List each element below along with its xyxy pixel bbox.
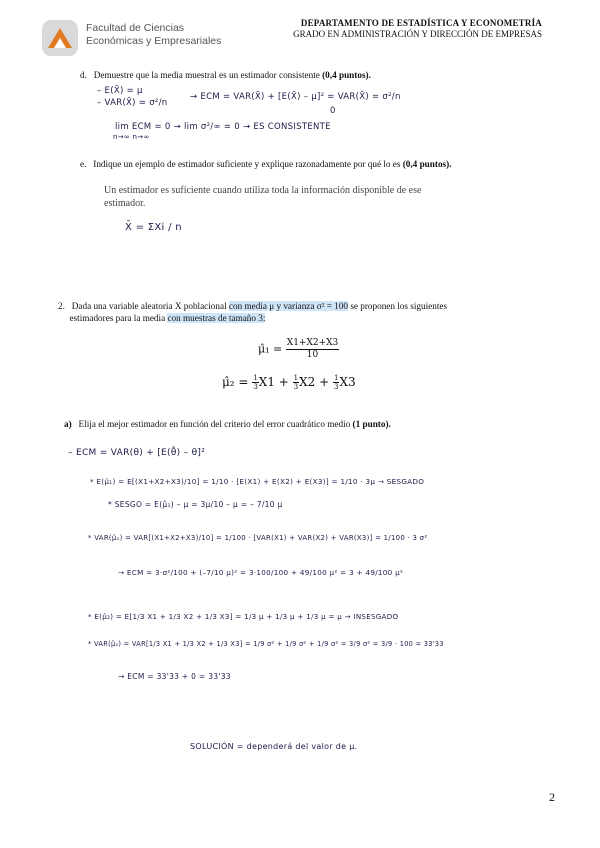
faculty-name xyxy=(86,22,221,48)
question-e-points: (0,4 puntos). xyxy=(402,159,452,169)
coef-num: 1 xyxy=(334,374,339,382)
handwriting-a-line4: * VAR(μ̂₁) = VAR[(X1+X2+X3)/10] = 1/100 · [VAR(X1) + VAR(X2) + VAR(X3)] = 1/100 · 3 σ² xyxy=(88,534,428,542)
answer-e-line1: Un estimador es suficiente cuando utiliza toda la información disponible de ese xyxy=(104,185,422,196)
estimator-1-lhs: μ̂₁ = xyxy=(258,342,283,356)
handwriting-a-line8: → ECM = 33'33 + 0 = 33'33 xyxy=(118,672,231,681)
estimator-2-term-2: X2 + xyxy=(299,375,330,389)
coef-num: 1 xyxy=(253,374,258,382)
question-2-number: 2. xyxy=(58,301,65,311)
question-2-text-1: Dada una variable aleatoria X poblacional xyxy=(71,301,227,311)
estimator-1-fraction xyxy=(286,338,339,361)
coef-den: 3 xyxy=(293,383,299,391)
estimator-2-term-3: X3 xyxy=(339,375,356,389)
question-2-highlight-2: con muestras de tamaño 3: xyxy=(167,313,266,323)
department-title: DEPARTAMENTO DE ESTADÍSTICA Y ECONOMETRÍA xyxy=(300,18,542,28)
question-e-text: Indique un ejemplo de estimador suficiente y explique razonadamente por qué lo es xyxy=(93,159,401,169)
question-a-text: Elija el mejor estimador en función del criterio del error cuadrático medio xyxy=(78,419,351,429)
question-d-text: Demuestre que la media muestral es un estimador consistente xyxy=(93,70,320,80)
handwriting-a-line7: * VAR(μ̂₂) = VAR[1/3 X1 + 1/3 X2 + 1/3 X3] = 1/9 σ² + 1/9 σ² + 1/9 σ² = 3/9 σ² = 3/9 · 100 = 33'33 xyxy=(88,640,444,648)
estimator-1 xyxy=(258,338,339,361)
handwriting-a-solution: SOLUCIÓN = dependerá del valor de μ. xyxy=(190,742,358,751)
handwriting-d-line2b: → ECM = VAR(X̄) + [E(X̄) – μ]² = VAR(X̄) = σ²/n xyxy=(190,92,401,102)
handwriting-a-line5: → ECM = 3·σ²/100 + (–7/10 μ)² = 3·100/100 + 49/100 μ² = 3 + 49/100 μ² xyxy=(118,568,404,577)
estimator-2-lhs: μ̂₂ = xyxy=(222,375,249,389)
department-subtitle: GRADO EN ADMINISTRACIÓN Y DIRECCIÓN DE EMPRESAS xyxy=(293,29,542,39)
estimator-2-term-1: X1 + xyxy=(258,375,289,389)
question-d xyxy=(80,69,371,81)
answer-e-formula: X̄ = ΣXi / n xyxy=(125,222,182,233)
faculty-logo-icon xyxy=(40,18,80,58)
question-a-label: a) xyxy=(64,419,72,429)
estimator-1-denominator: 10 xyxy=(306,350,319,360)
estimator-1-numerator: X1+X2+X3 xyxy=(286,338,339,348)
question-2-highlight-1: con media μ y varianza σ² = 100 xyxy=(228,301,349,311)
handwriting-d-line3-sub: n→∞ n→∞ xyxy=(113,133,150,141)
handwriting-d-line2a: – VAR(X̄) = σ²/n xyxy=(97,98,168,108)
question-2 xyxy=(58,300,558,324)
faculty-name-line2: Económicas y Empresariales xyxy=(86,35,222,47)
question-a-points: (1 punto). xyxy=(352,419,391,429)
handwriting-a-line6: * E(μ̂₂) = E[1/3 X1 + 1/3 X2 + 1/3 X3] = 1/3 μ + 1/3 μ + 1/3 μ = μ → INSESGADO xyxy=(88,612,399,621)
answer-e-line2: estimador. xyxy=(104,198,146,209)
handwriting-a-line1: – ECM = VAR(θ) + [E(θ̂) – θ]² xyxy=(68,448,206,458)
faculty-name-line1: Facultad de Ciencias xyxy=(86,22,185,34)
estimator-2 xyxy=(222,374,356,391)
question-2-text-3: se proponen los siguientes xyxy=(350,301,448,311)
question-2-text-4: estimadores para la media xyxy=(69,313,166,323)
coef-num: 1 xyxy=(293,374,299,382)
coef-den: 3 xyxy=(253,383,258,391)
question-a xyxy=(64,418,391,430)
page-number: 2 xyxy=(549,790,555,804)
handwriting-d-line1: – E(X̄) = μ xyxy=(97,86,143,96)
question-e-label: e. xyxy=(80,159,87,169)
department-header xyxy=(293,18,542,40)
coef-den: 3 xyxy=(334,383,339,391)
handwriting-d-zero: 0 xyxy=(330,106,336,116)
handwriting-d-line3: lim ECM = 0 → lim σ²/∞ = 0 → ES CONSISTENTE xyxy=(115,122,331,132)
question-d-label: d. xyxy=(80,70,87,80)
question-e xyxy=(80,158,452,170)
handwriting-a-line3: * SESGO = E(μ̂₁) – μ = 3μ/10 – μ = – 7/10 μ xyxy=(108,500,283,509)
answer-e xyxy=(104,184,421,210)
question-d-points: (0,4 puntos). xyxy=(322,70,371,80)
handwriting-a-line2: * E(μ̂₁) = E[(X1+X2+X3)/10] = 1/10 · [E(X1) + E(X2) + E(X3)] = 1/10 · 3μ → SESGADO xyxy=(90,477,425,486)
